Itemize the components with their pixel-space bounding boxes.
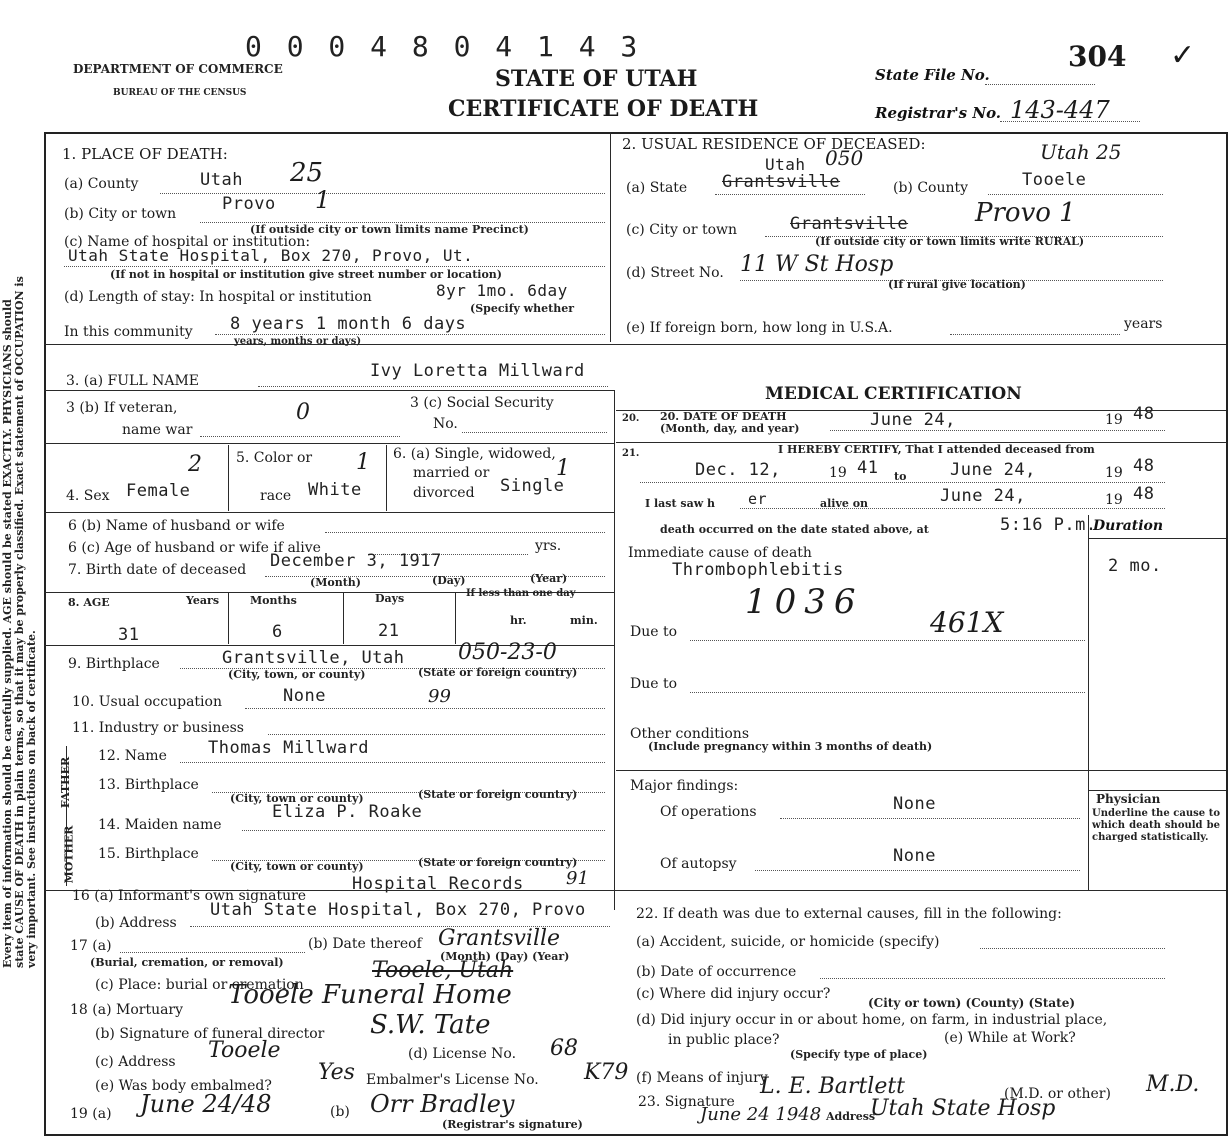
length-of-stay-label: (d) Length of stay: In hospital or institution — [64, 289, 372, 305]
birthplace-code: 050-23-0 — [458, 640, 557, 665]
residence-heading: 2. USUAL RESIDENCE OF DECEASED: — [622, 135, 926, 153]
residence-state-struck: Grantsville — [722, 172, 841, 192]
birth-day-note: (Day) — [432, 574, 466, 587]
mother-birthplace-state-note: (State or foreign country) — [418, 856, 578, 869]
burial-place-label: (c) Place: burial or cremation — [95, 977, 304, 993]
death-occurred-label: death occurred on the date stated above, at — [660, 523, 929, 536]
informant-value: Hospital Records — [352, 874, 524, 894]
death-time-value: 5:16 P.m. — [1000, 515, 1097, 535]
other-conditions-note: (Include pregnancy within 3 months of death) — [648, 740, 933, 753]
mortuary-label: 18 (a) Mortuary — [70, 1002, 184, 1018]
foreign-born-unit: years — [1124, 316, 1163, 332]
veteran-label: 3 (b) If veteran, — [66, 400, 178, 416]
physician-note: Underline the cause to which death should be charged statistically. — [1092, 808, 1220, 843]
age-years-label: Years — [186, 594, 220, 607]
mother-birthplace-label: 15. Birthplace — [98, 846, 199, 862]
mother-maiden-label: 14. Maiden name — [98, 817, 222, 833]
attend-from-century: 19 — [829, 465, 847, 481]
informant-code: 91 — [566, 868, 589, 889]
burial-date-label: (b) Date thereof — [308, 936, 422, 952]
mother-birthplace-city-note: (City, town or county) — [230, 860, 364, 873]
physician-signature-value: L. E. Bartlett — [760, 1074, 906, 1099]
date-of-death-label: 20. DATE OF DEATH — [660, 410, 787, 423]
death-city-label: (b) City or town — [64, 206, 177, 222]
other-conditions-label: Other conditions — [630, 726, 750, 742]
external-date-label: (b) Date of occurrence — [636, 964, 797, 980]
certificate-serial-number: 0 0 0 4 8 0 4 1 4 3 — [245, 30, 642, 63]
hospital-value: Utah State Hospital, Box 270, Provo, Ut. — [68, 246, 474, 265]
marital-label: 6. (a) Single, widowed, — [393, 446, 556, 462]
death-county-code: 25 — [290, 158, 324, 188]
md-value: M.D. — [1146, 1072, 1200, 1097]
age-days-label: Days — [375, 592, 405, 605]
license-label: (d) License No. — [408, 1046, 517, 1062]
residence-city-label: (c) City or town — [626, 222, 738, 238]
sex-code: 2 — [188, 452, 202, 477]
sex-value: Female — [126, 481, 191, 501]
age-hr-label: hr. — [510, 614, 527, 627]
residence-state-label: (a) State — [626, 180, 688, 196]
filed-b-label: (b) — [330, 1104, 350, 1120]
age-under-day-label: If less than one day — [466, 588, 576, 599]
place-of-death-heading: 1. PLACE OF DEATH: — [62, 145, 228, 163]
external-where-label: (c) Where did injury occur? — [636, 986, 831, 1002]
physician-title: Physician — [1096, 792, 1161, 806]
birth-date-value: December 3, 1917 — [270, 551, 442, 571]
embalmed-value: Yes — [318, 1060, 355, 1085]
race-code: 1 — [356, 450, 370, 475]
attend-to-value: June 24, — [950, 460, 1036, 480]
check-mark-icon: ✓ — [1170, 38, 1196, 73]
social-security-label: 3 (c) Social Security — [410, 395, 554, 411]
community-note: years, months or days) — [234, 336, 362, 347]
age-months-label: Months — [250, 594, 297, 607]
registrar-signature-value: Orr Bradley — [370, 1090, 515, 1118]
stay-specify-note: (Specify whether — [470, 302, 575, 315]
attend-to-label: to — [894, 470, 907, 483]
occupation-code: 99 — [428, 686, 451, 707]
embalmer-license-label: Embalmer's License No. — [366, 1072, 539, 1088]
last-saw-century: 19 — [1105, 492, 1123, 508]
marital-label-2: married or — [413, 465, 490, 481]
burial-date-value: Grantsville — [438, 926, 561, 951]
physician-signature-label: 23. Signature — [638, 1094, 735, 1110]
external-at-work-label: (e) While at Work? — [944, 1030, 1076, 1046]
cause-code-handwritten: 1036 — [745, 582, 864, 622]
race-value: White — [308, 480, 362, 500]
residence-street-label: (d) Street No. — [626, 265, 724, 281]
informant-label: 16 (a) Informant's own signature — [72, 888, 307, 904]
license-value: 68 — [550, 1036, 578, 1061]
immediate-duration: 2 mo. — [1108, 556, 1162, 576]
embalmer-license-value: K79 — [584, 1060, 629, 1085]
veteran-value: 0 — [296, 400, 310, 425]
birthplace-city-note: (City, town, or county) — [228, 668, 366, 681]
attend-from-value: Dec. 12, — [695, 460, 781, 480]
bureau-label: BUREAU OF THE CENSUS — [113, 88, 247, 98]
residence-city-note: (If outside city or town limits write RURAL) — [815, 235, 1085, 248]
operations-label: Of operations — [660, 804, 757, 820]
birth-date-label: 7. Birth date of deceased — [68, 562, 247, 578]
residence-street-note: (If rural give location) — [888, 278, 1026, 291]
residence-city-value: Provo 1 — [975, 198, 1076, 228]
attend-to-century: 19 — [1105, 465, 1123, 481]
birthplace-value: Grantsville, Utah — [222, 648, 405, 668]
funeral-director-label: (b) Signature of funeral director — [95, 1026, 325, 1042]
informant-address-value: Utah State Hospital, Box 270, Provo — [210, 900, 586, 920]
spouse-age-unit: yrs. — [535, 538, 562, 554]
residence-street-value: 11 W St Hosp — [740, 252, 894, 277]
death-city-note: (If outside city or town limits name Precinct) — [250, 223, 529, 236]
death-city-code: 1 — [315, 186, 331, 214]
external-means-label: (f) Means of injury — [636, 1070, 768, 1086]
age-years-value: 31 — [118, 625, 140, 645]
external-accident-label: (a) Accident, suicide, or homicide (specify) — [636, 934, 940, 950]
md-label: (M.D. or other) — [1004, 1086, 1111, 1102]
death-county-label: (a) County — [64, 176, 139, 192]
autopsy-value: None — [893, 846, 936, 866]
autopsy-label: Of autopsy — [660, 856, 737, 872]
industry-label: 11. Industry or business — [72, 720, 244, 736]
mother-maiden-value: Eliza P. Roake — [272, 802, 423, 822]
residence-county-value: Tooele — [1022, 170, 1087, 190]
death-city-value: Provo — [222, 194, 276, 214]
department-label: DEPARTMENT OF COMMERCE — [73, 62, 283, 76]
mortuary-address-label: (c) Address — [95, 1054, 176, 1070]
duration-header: Duration — [1093, 518, 1164, 534]
state-file-number: 304 — [1068, 40, 1127, 73]
father-side-label: FATHER — [59, 756, 73, 809]
residence-county-label: (b) County — [893, 180, 969, 196]
marital-label-3: divorced — [413, 485, 475, 501]
birthplace-label: 9. Birthplace — [68, 656, 160, 672]
last-saw-label: I last saw h — [645, 497, 716, 510]
burial-label: 17 (a) — [70, 938, 112, 954]
date-of-death-note: (Month, day, and year) — [660, 422, 800, 435]
marital-value: Single — [500, 476, 565, 496]
birth-month-note: (Month) — [310, 576, 361, 589]
death-county-value: Utah — [200, 170, 243, 190]
registrar-number: 143-447 — [1010, 96, 1110, 124]
attendance-num: 21. — [622, 448, 640, 459]
alive-on-label: alive on — [820, 497, 869, 510]
state-heading: STATE OF UTAH — [495, 66, 698, 92]
filed-date-value: June 24/48 — [140, 1090, 272, 1118]
immediate-cause-value: Thrombophlebitis — [672, 560, 844, 580]
due-to-code-handwritten: 461X — [930, 606, 1004, 639]
mortuary-address-value: Tooele — [208, 1038, 281, 1063]
medical-certification-heading: MEDICAL CERTIFICATION — [765, 384, 1022, 404]
sex-label: 4. Sex — [66, 488, 110, 504]
occupation-label: 10. Usual occupation — [72, 694, 222, 710]
father-birthplace-city-note: (City, town or county) — [230, 792, 364, 805]
physician-signature-date: June 24 1948 — [700, 1104, 822, 1125]
occupation-value: None — [283, 686, 326, 706]
age-months-value: 6 — [272, 622, 283, 642]
full-name-label: 3. (a) FULL NAME — [66, 373, 199, 389]
external-where-note: (City or town) (County) (State) — [868, 996, 1076, 1010]
burial-place-value: Tooele, Utah — [372, 958, 514, 983]
funeral-director-value: S.W. Tate — [370, 1010, 491, 1040]
veteran-war-label: name war — [122, 422, 193, 438]
color-label: 5. Color or — [236, 450, 313, 466]
stay-community-value: 8 years 1 month 6 days — [230, 314, 467, 334]
hospital-note: (If not in hospital or institution give street number or location) — [110, 268, 502, 281]
foreign-born-label: (e) If foreign born, how long in U.S.A. — [626, 320, 893, 336]
age-days-value: 21 — [378, 621, 400, 641]
state-file-label: State File No. — [875, 66, 990, 84]
date-of-death-century: 19 — [1105, 412, 1123, 428]
registrar-number-label: Registrar's No. — [875, 104, 1002, 122]
attend-to-year: 48 — [1133, 456, 1155, 476]
date-of-death-value: June 24, — [870, 410, 956, 430]
hospital-label: (c) Name of hospital or institution: — [64, 234, 311, 250]
attend-from-year: 41 — [857, 458, 879, 478]
community-label: In this community — [64, 324, 193, 340]
date-of-death-year: 48 — [1133, 404, 1155, 424]
father-name-label: 12. Name — [98, 748, 167, 764]
residence-state-code: 050 — [825, 146, 864, 170]
father-birthplace-label: 13. Birthplace — [98, 777, 199, 793]
external-causes-heading: 22. If death was due to external causes, fill in the following: — [636, 906, 1062, 922]
immediate-cause-label: Immediate cause of death — [628, 545, 812, 561]
mother-side-label: MOTHER — [62, 825, 76, 884]
last-saw-suffix: er — [748, 490, 768, 508]
marital-code: 1 — [556, 456, 570, 481]
physician-address-label: Address — [826, 1110, 876, 1123]
filed-label: 19 (a) — [70, 1106, 112, 1122]
operations-value: None — [893, 794, 936, 814]
major-findings-label: Major findings: — [630, 778, 739, 794]
burial-note: (Burial, cremation, or removal) — [90, 956, 284, 969]
residence-city-struck: Grantsville — [790, 214, 909, 234]
due-to-label-1: Due to — [630, 624, 678, 640]
external-place-label: (d) Did injury occur in or about home, on farm, in industrial place, — [636, 1012, 1108, 1028]
birth-year-note: (Year) — [530, 572, 568, 585]
spouse-age-label: 6 (c) Age of husband or wife if alive — [68, 540, 321, 556]
informant-address-label: (b) Address — [95, 915, 177, 931]
full-name-value: Ivy Loretta Millward — [370, 361, 585, 381]
certificate-title: CERTIFICATE OF DEATH — [448, 96, 759, 122]
external-place-note: (Specify type of place) — [790, 1048, 928, 1061]
physician-address-value: Utah State Hosp — [870, 1096, 1056, 1121]
birthplace-state-note: (State or foreign country) — [418, 666, 578, 679]
father-birthplace-state-note: (State or foreign country) — [418, 788, 578, 801]
stay-hospital-value: 8yr 1mo. 6day — [436, 281, 568, 300]
attendance-label: I HEREBY CERTIFY, That I attended deceased from — [778, 443, 1095, 456]
date-of-death-num: 20. — [622, 413, 640, 424]
age-label: 8. AGE — [68, 596, 110, 609]
burial-date-note: (Month) (Day) (Year) — [440, 950, 570, 963]
embalmed-label: (e) Was body embalmed? — [95, 1078, 272, 1094]
residence-state-value: Utah — [765, 155, 806, 174]
last-saw-year: 48 — [1133, 484, 1155, 504]
due-to-label-2: Due to — [630, 676, 678, 692]
social-security-no-label: No. — [433, 416, 458, 432]
father-name-value: Thomas Millward — [208, 738, 370, 758]
external-public-label: in public place? — [668, 1032, 780, 1048]
race-label: race — [260, 488, 292, 504]
residence-county-code: Utah 25 — [1040, 140, 1122, 164]
registrar-signature-note: (Registrar's signature) — [442, 1118, 583, 1131]
side-instructions: Every item of information should be carefully supplied. AGE should be stated EXACTLY. PHYSICIANS should state CAUSE OF DEATH in plain terms, so that it may be properly classified. Exact statement of OCCUPATION is very important. See instructions on back of certificate. — [1, 276, 38, 968]
age-min-label: min. — [570, 614, 598, 627]
last-saw-value: June 24, — [940, 486, 1026, 506]
mortuary-value: Tooele Funeral Home — [228, 980, 512, 1010]
spouse-name-label: 6 (b) Name of husband or wife — [68, 518, 285, 534]
